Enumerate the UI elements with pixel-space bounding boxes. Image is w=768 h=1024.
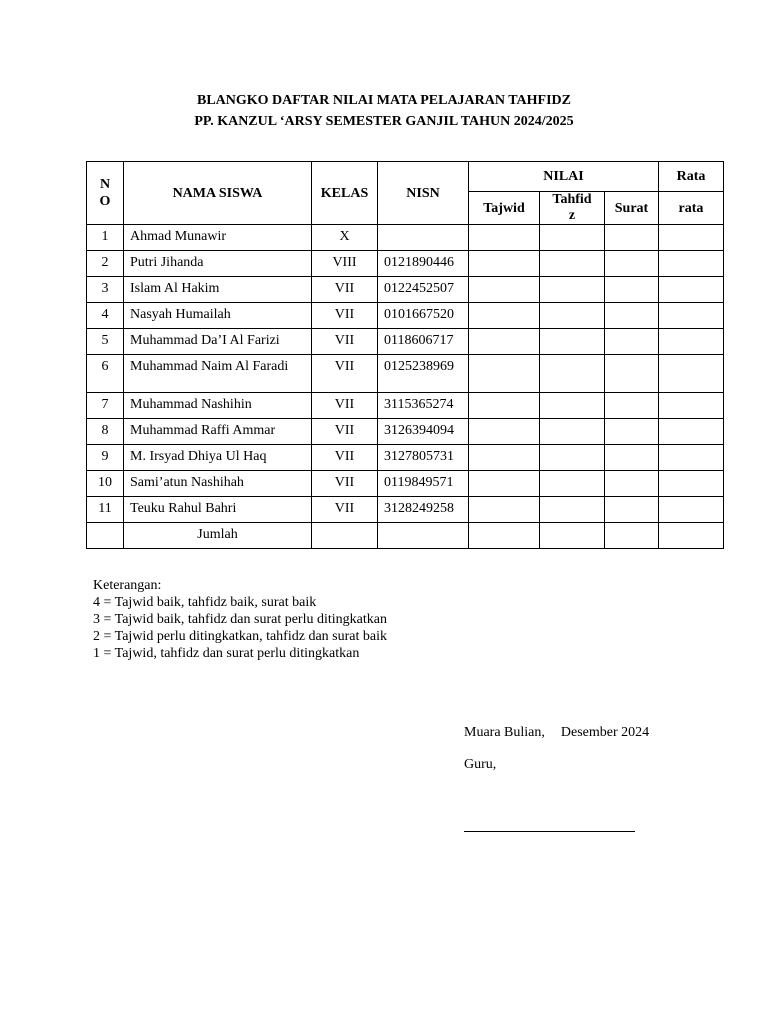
row-tahfidz-cell[interactable] bbox=[540, 251, 605, 277]
row-nama: Islam Al Hakim bbox=[124, 277, 312, 303]
signature-line bbox=[464, 831, 635, 832]
row-nama: Sami’atun Nashihah bbox=[124, 471, 312, 497]
header-nisn: NISN bbox=[378, 162, 469, 225]
row-rata-cell[interactable] bbox=[659, 393, 724, 419]
row-tahfidz-cell[interactable] bbox=[540, 329, 605, 355]
row-rata-cell[interactable] bbox=[659, 355, 724, 393]
row-nama: Muhammad Da’I Al Farizi bbox=[124, 329, 312, 355]
row-nama: Teuku Rahul Bahri bbox=[124, 497, 312, 523]
header-nama-siswa: NAMA SISWA bbox=[124, 162, 312, 225]
grades-table bbox=[86, 161, 724, 549]
row-tahfidz-cell[interactable] bbox=[540, 497, 605, 523]
row-surat-cell[interactable] bbox=[605, 329, 659, 355]
row-surat-cell[interactable] bbox=[605, 419, 659, 445]
row-tahfidz-cell[interactable] bbox=[540, 355, 605, 393]
row-tahfidz-cell[interactable] bbox=[540, 445, 605, 471]
jumlah-row bbox=[87, 523, 724, 549]
document-title-line-1: BLANGKO DAFTAR NILAI MATA PELAJARAN TAHFIDZ bbox=[196, 93, 571, 108]
row-surat-cell[interactable] bbox=[605, 445, 659, 471]
row-surat-cell[interactable] bbox=[605, 497, 659, 523]
row-kelas: VII bbox=[312, 393, 378, 419]
header-surat: Surat bbox=[605, 192, 659, 225]
table-row bbox=[87, 329, 724, 355]
row-tahfidz-cell[interactable] bbox=[540, 277, 605, 303]
signature-place: Muara Bulian, bbox=[464, 725, 545, 740]
row-nisn: 0101667520 bbox=[378, 303, 469, 329]
row-no: 4 bbox=[87, 303, 124, 329]
row-nisn: 3126394094 bbox=[378, 419, 469, 445]
row-tahfidz-cell[interactable] bbox=[540, 419, 605, 445]
jumlah-label: Jumlah bbox=[124, 523, 312, 549]
jumlah-cell[interactable] bbox=[469, 523, 540, 549]
keterangan-heading: Keterangan: bbox=[93, 578, 162, 593]
row-tajwid-cell[interactable] bbox=[469, 419, 540, 445]
row-surat-cell[interactable] bbox=[605, 393, 659, 419]
header-tajwid: Tajwid bbox=[469, 192, 540, 225]
row-kelas: VII bbox=[312, 471, 378, 497]
document-title-line-2: PP. KANZUL ‘ARSY SEMESTER GANJIL TAHUN 2024/2025 bbox=[194, 114, 574, 129]
keterangan-block bbox=[93, 577, 387, 662]
row-no: 6 bbox=[87, 355, 124, 393]
table-row bbox=[87, 393, 724, 419]
row-no: 8 bbox=[87, 419, 124, 445]
row-kelas: VII bbox=[312, 277, 378, 303]
row-kelas: VII bbox=[312, 419, 378, 445]
table-row bbox=[87, 419, 724, 445]
row-nisn: 0118606717 bbox=[378, 329, 469, 355]
row-tajwid-cell[interactable] bbox=[469, 303, 540, 329]
signature-place-date bbox=[464, 724, 649, 742]
row-rata-cell[interactable] bbox=[659, 445, 724, 471]
row-kelas: VII bbox=[312, 303, 378, 329]
header-rata-bottom: rata bbox=[659, 192, 724, 225]
table-row bbox=[87, 471, 724, 497]
row-nama: Muhammad Naim Al Faradi bbox=[124, 355, 312, 393]
table-row bbox=[87, 303, 724, 329]
row-tahfidz-cell[interactable] bbox=[540, 303, 605, 329]
row-rata-cell[interactable] bbox=[659, 419, 724, 445]
row-kelas: VIII bbox=[312, 251, 378, 277]
row-rata-cell[interactable] bbox=[659, 251, 724, 277]
row-kelas: VII bbox=[312, 329, 378, 355]
row-tajwid-cell[interactable] bbox=[469, 225, 540, 251]
row-rata-cell[interactable] bbox=[659, 303, 724, 329]
row-nama: Muhammad Raffi Ammar bbox=[124, 419, 312, 445]
row-nama: Muhammad Nashihin bbox=[124, 393, 312, 419]
keterangan-item: 4 = Tajwid baik, tahfidz baik, surat baik bbox=[93, 595, 317, 610]
row-tajwid-cell[interactable] bbox=[469, 277, 540, 303]
row-no: 10 bbox=[87, 471, 124, 497]
header-nilai: NILAI bbox=[469, 162, 659, 192]
jumlah-cell bbox=[87, 523, 124, 549]
row-tahfidz-cell[interactable] bbox=[540, 471, 605, 497]
row-tahfidz-cell[interactable] bbox=[540, 225, 605, 251]
row-tahfidz-cell[interactable] bbox=[540, 393, 605, 419]
row-rata-cell[interactable] bbox=[659, 471, 724, 497]
jumlah-cell[interactable] bbox=[605, 523, 659, 549]
row-tajwid-cell[interactable] bbox=[469, 445, 540, 471]
row-tajwid-cell[interactable] bbox=[469, 497, 540, 523]
row-nama: M. Irsyad Dhiya Ul Haq bbox=[124, 445, 312, 471]
table-row bbox=[87, 277, 724, 303]
row-no: 1 bbox=[87, 225, 124, 251]
table-row bbox=[87, 355, 724, 393]
signature-role: Guru, bbox=[464, 757, 497, 772]
table-row bbox=[87, 225, 724, 251]
keterangan-item: 2 = Tajwid perlu ditingkatkan, tahfidz dan surat baik bbox=[93, 629, 387, 644]
row-tajwid-cell[interactable] bbox=[469, 355, 540, 393]
row-rata-cell[interactable] bbox=[659, 277, 724, 303]
row-nisn: 3115365274 bbox=[378, 393, 469, 419]
row-no: 9 bbox=[87, 445, 124, 471]
row-surat-cell[interactable] bbox=[605, 303, 659, 329]
keterangan-item: 1 = Tajwid, tahfidz dan surat perlu ditingkatkan bbox=[93, 646, 360, 661]
signature-date: Desember 2024 bbox=[560, 725, 650, 740]
row-tajwid-cell[interactable] bbox=[469, 329, 540, 355]
header-kelas: KELAS bbox=[312, 162, 378, 225]
row-nama: Nasyah Humailah bbox=[124, 303, 312, 329]
row-kelas: VII bbox=[312, 445, 378, 471]
row-tajwid-cell[interactable] bbox=[469, 251, 540, 277]
row-nisn: 3128249258 bbox=[378, 497, 469, 523]
table-row bbox=[87, 251, 724, 277]
row-nisn: 0119849571 bbox=[378, 471, 469, 497]
row-rata-cell[interactable] bbox=[659, 329, 724, 355]
row-nisn: 3127805731 bbox=[378, 445, 469, 471]
table-row bbox=[87, 445, 724, 471]
row-rata-cell[interactable] bbox=[659, 497, 724, 523]
header-tahfidz: Tahfid z bbox=[540, 192, 605, 225]
row-nisn: 0122452507 bbox=[378, 277, 469, 303]
row-surat-cell[interactable] bbox=[605, 471, 659, 497]
jumlah-cell bbox=[378, 523, 469, 549]
table-row bbox=[87, 497, 724, 523]
row-kelas: VII bbox=[312, 355, 378, 393]
row-nisn: 0125238969 bbox=[378, 355, 469, 393]
row-no: 3 bbox=[87, 277, 124, 303]
row-surat-cell[interactable] bbox=[605, 251, 659, 277]
row-rata-cell[interactable] bbox=[659, 225, 724, 251]
row-no: 2 bbox=[87, 251, 124, 277]
row-tajwid-cell[interactable] bbox=[469, 471, 540, 497]
row-kelas: VII bbox=[312, 497, 378, 523]
header-rata-top: Rata bbox=[659, 162, 724, 192]
row-tajwid-cell[interactable] bbox=[469, 393, 540, 419]
row-surat-cell[interactable] bbox=[605, 355, 659, 393]
row-nama: Putri Jihanda bbox=[124, 251, 312, 277]
row-no: 11 bbox=[87, 497, 124, 523]
header-no: N O bbox=[87, 162, 124, 225]
jumlah-cell[interactable] bbox=[659, 523, 724, 549]
row-nama: Ahmad Munawir bbox=[124, 225, 312, 251]
row-nisn bbox=[378, 225, 469, 251]
jumlah-cell[interactable] bbox=[540, 523, 605, 549]
row-surat-cell[interactable] bbox=[605, 225, 659, 251]
row-kelas: X bbox=[312, 225, 378, 251]
row-no: 7 bbox=[87, 393, 124, 419]
keterangan-item: 3 = Tajwid baik, tahfidz dan surat perlu ditingkatkan bbox=[93, 612, 387, 627]
row-surat-cell[interactable] bbox=[605, 277, 659, 303]
jumlah-cell bbox=[312, 523, 378, 549]
row-nisn: 0121890446 bbox=[378, 251, 469, 277]
row-no: 5 bbox=[87, 329, 124, 355]
